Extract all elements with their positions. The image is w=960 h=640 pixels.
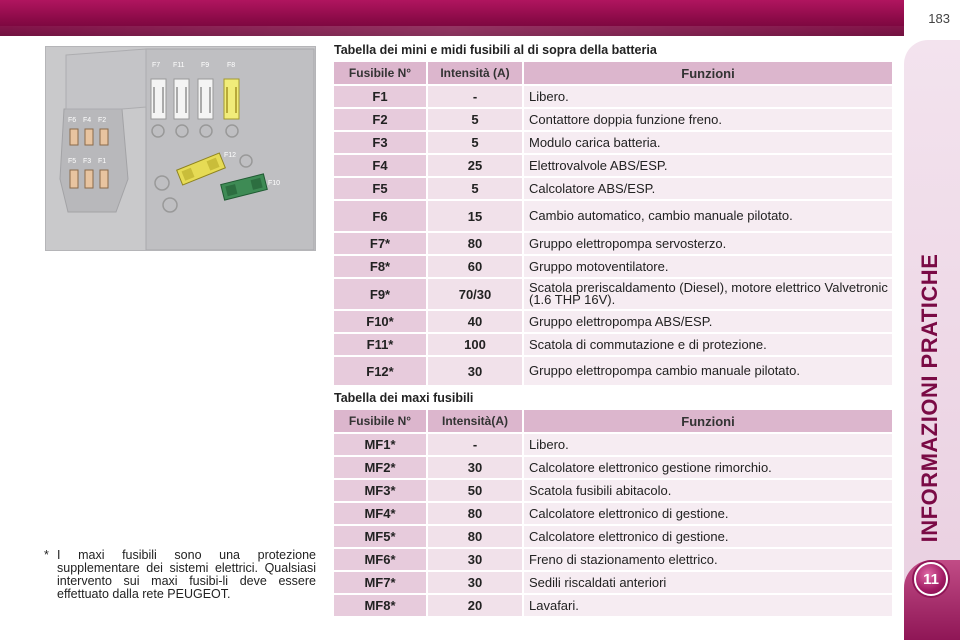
mini-fuse-table [334,60,892,387]
fuse-cell: MF3* [334,480,428,501]
footnote-text: I maxi fusibili sono una protezione supplementare dei sistemi elettrici. Qualsiasi intervento sui maxi fusibi-li deve essere effettuato dalla rete PEUGEOT. [57,548,316,601]
table-row [334,503,892,524]
amp-cell: 80 [428,526,524,547]
table-row [334,311,892,332]
table-row [334,109,892,130]
amp-cell: - [428,434,524,455]
function-cell: Modulo carica batteria. [524,132,892,153]
fuse-cell: F6 [334,201,428,231]
label-f11: F11 [173,62,185,69]
amp-cell: 60 [428,256,524,277]
chapter-number-badge: 11 [914,562,948,596]
table-row [334,549,892,570]
fuse-cell: F12* [334,357,428,385]
label-f7: F7 [152,62,161,69]
footnote-star: * [44,548,49,562]
amp-cell: 30 [428,549,524,570]
table-row [334,595,892,616]
fuse-cell: F4 [334,155,428,176]
function-cell: Libero. [524,434,892,455]
table-row [334,233,892,254]
amp-cell: 5 [428,132,524,153]
fuse-cell: F11* [334,334,428,355]
function-cell: Calcolatore elettronico gestione rimorchio. [524,457,892,478]
column-header-function: Funzioni [524,410,892,432]
function-cell: Scatola fusibili abitacolo. [524,480,892,501]
maxi-fuse-table-title: Tabella dei maxi fusibili [334,391,474,405]
table-row [334,480,892,501]
table-row [334,357,892,385]
function-cell: Contattore doppia funzione freno. [524,109,892,130]
fuse-cell: MF8* [334,595,428,616]
amp-cell: 30 [428,457,524,478]
table-row [334,86,892,107]
fuse-cell: MF6* [334,549,428,570]
label-f3: F3 [83,158,92,165]
table-row [334,155,892,176]
amp-cell: 5 [428,178,524,199]
amp-cell: 30 [428,572,524,593]
fuse-cell: MF7* [334,572,428,593]
amp-cell: 50 [428,480,524,501]
fuse-cell: MF2* [334,457,428,478]
function-cell: Elettrovalvole ABS/ESP. [524,155,892,176]
column-header-function: Funzioni [524,62,892,84]
function-cell: Gruppo elettropompa ABS/ESP. [524,311,892,332]
function-cell: Libero. [524,86,892,107]
page-number: 183 [928,11,950,26]
function-cell: Gruppo motoventilatore. [524,256,892,277]
table-header-row [334,62,892,84]
column-header-amp: Intensità (A) [428,62,524,84]
amp-cell: 40 [428,311,524,332]
fuse-cell: F5 [334,178,428,199]
label-f10: F10 [268,180,281,187]
amp-cell: 25 [428,155,524,176]
label-f5: F5 [68,158,77,165]
label-f1: F1 [98,158,107,165]
amp-cell: 5 [428,109,524,130]
amp-cell: 100 [428,334,524,355]
fuse-cell: MF5* [334,526,428,547]
fuse-cell: F9* [334,279,428,309]
table-row [334,256,892,277]
table-row [334,434,892,455]
function-cell: Cambio automatico, cambio manuale pilotato. [524,201,892,231]
fuse-cell: MF1* [334,434,428,455]
fuse-cell: F1 [334,86,428,107]
label-f12: F12 [224,152,237,159]
label-f2: F2 [98,117,107,124]
table-row [334,457,892,478]
amp-cell: 80 [428,233,524,254]
function-cell: Calcolatore elettronico di gestione. [524,526,892,547]
fuse-cell: F2 [334,109,428,130]
table-row [334,132,892,153]
fuse-cell: F3 [334,132,428,153]
function-cell: Sedili riscaldati anteriori [524,572,892,593]
table-header-row [334,410,892,432]
page-number-box [904,0,960,36]
page-header-band [0,0,904,36]
table-row [334,201,892,231]
maxi-fuse-footnote [44,549,316,601]
amp-cell: - [428,86,524,107]
fuse-cell: MF4* [334,503,428,524]
function-cell: Calcolatore ABS/ESP. [524,178,892,199]
function-cell: Lavafari. [524,595,892,616]
amp-cell: 80 [428,503,524,524]
mini-fuse-table-title: Tabella dei mini e midi fusibili al di sopra della batteria [334,43,657,57]
table-row [334,572,892,593]
table-row [334,279,892,309]
function-cell: Gruppo elettropompa cambio manuale pilotato. [524,357,892,385]
amp-cell: 15 [428,201,524,231]
chapter-title: INFORMAZIONI PRATICHE [917,253,942,543]
function-cell: Scatola di commutazione e di protezione. [524,334,892,355]
fuse-cell: F7* [334,233,428,254]
amp-cell: 30 [428,357,524,385]
column-header-fuse: Fusibile N° [334,410,428,432]
fuse-box-illustration [46,47,316,251]
label-f9: F9 [201,62,210,69]
amp-cell: 20 [428,595,524,616]
label-f8: F8 [227,62,236,69]
function-cell: Calcolatore elettronico di gestione. [524,503,892,524]
fuse-box-diagram [45,46,316,251]
amp-cell: 70/30 [428,279,524,309]
maxi-fuse-table [334,408,892,618]
function-cell: Scatola preriscaldamento (Diesel), motore elettrico Valvetronic (1.6 THP 16V). [524,279,892,309]
fuse-cell: F8* [334,256,428,277]
table-row [334,526,892,547]
label-f6: F6 [68,117,77,124]
function-cell: Freno di stazionamento elettrico. [524,549,892,570]
column-header-amp: Intensità(A) [428,410,524,432]
table-row [334,334,892,355]
column-header-fuse: Fusibile N° [334,62,428,84]
fuse-cell: F10* [334,311,428,332]
label-f4: F4 [83,117,92,124]
function-cell: Gruppo elettropompa servosterzo. [524,233,892,254]
table-row [334,178,892,199]
